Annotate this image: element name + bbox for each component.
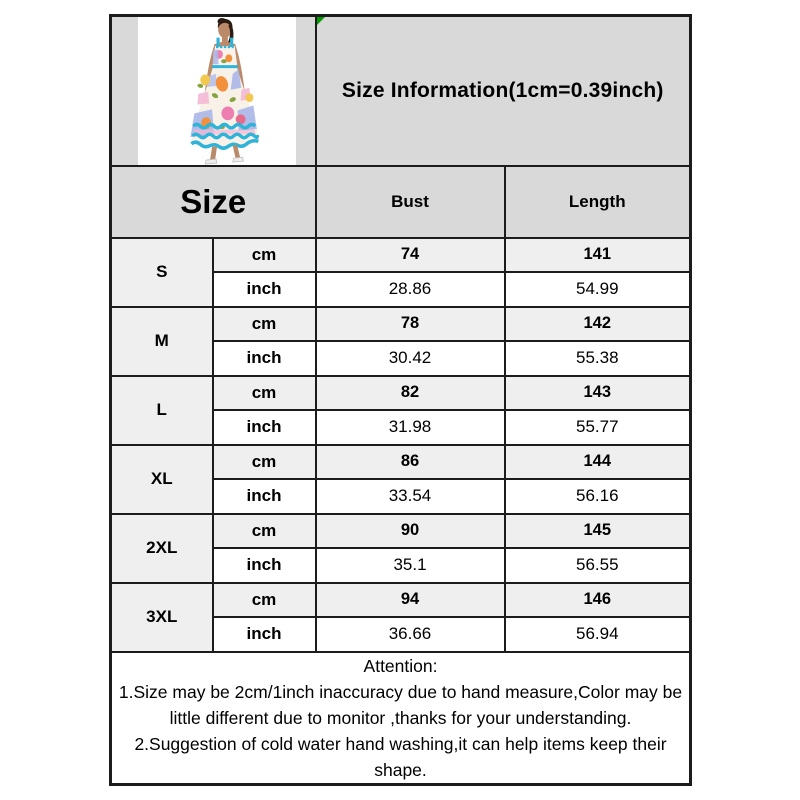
unit-label-cm: cm: [213, 307, 316, 342]
unit-label-inch: inch: [213, 617, 316, 652]
bust-inch-value: 36.66: [316, 617, 505, 652]
unit-label-inch: inch: [213, 548, 316, 583]
size-label-2xl: 2XL: [111, 514, 213, 583]
bust-column-header: Bust: [316, 166, 505, 238]
size-information-title-cell: [316, 16, 691, 166]
size-chart-table: [109, 14, 692, 786]
size-label-l: L: [111, 376, 213, 445]
attention-section: [111, 652, 691, 785]
attention-note-1: 1.Size may be 2cm/1inch inaccuracy due to hand measure,Color may be little different due to monitor ,thanks for your understanding.: [118, 681, 683, 728]
unit-label-cm: cm: [213, 238, 316, 273]
bust-cm-value: 82: [316, 376, 505, 411]
bust-inch-value: 33.54: [316, 479, 505, 514]
unit-label-cm: cm: [213, 376, 316, 411]
length-inch-value: 55.38: [505, 341, 691, 376]
product-photo: [138, 17, 296, 165]
size-label-xl: XL: [111, 445, 213, 514]
length-cm-value: 144: [505, 445, 691, 480]
excel-note-triangle-icon: [317, 17, 325, 25]
length-inch-value: 54.99: [505, 272, 691, 307]
unit-label-inch: inch: [213, 341, 316, 376]
unit-label-inch: inch: [213, 479, 316, 514]
unit-label-inch: inch: [213, 410, 316, 445]
bust-inch-value: 31.98: [316, 410, 505, 445]
size-label-s: S: [111, 238, 213, 307]
unit-label-cm: cm: [213, 445, 316, 480]
attention-note-2: 2.Suggestion of cold water hand washing,it can help items keep their shape.: [134, 733, 667, 780]
bust-cm-value: 78: [316, 307, 505, 342]
size-information-title: Size Information(1cm=0.39inch): [341, 78, 664, 102]
length-cm-value: 146: [505, 583, 691, 618]
product-image-cell: [111, 16, 316, 166]
unit-label-cm: cm: [213, 514, 316, 549]
size-label-m: M: [111, 307, 213, 376]
bust-cm-value: 74: [316, 238, 505, 273]
length-inch-value: 55.77: [505, 410, 691, 445]
attention-heading: Attention:: [363, 655, 438, 676]
length-inch-value: 56.94: [505, 617, 691, 652]
bust-cm-value: 90: [316, 514, 505, 549]
length-column-header: Length: [505, 166, 691, 238]
bust-inch-value: 35.1: [316, 548, 505, 583]
bust-cm-value: 86: [316, 445, 505, 480]
floral-dress-model-illustration: [138, 17, 296, 165]
bust-inch-value: 28.86: [316, 272, 505, 307]
length-inch-value: 56.16: [505, 479, 691, 514]
size-column-header: Size: [111, 166, 316, 238]
size-label-3xl: 3XL: [111, 583, 213, 652]
length-inch-value: 56.55: [505, 548, 691, 583]
length-cm-value: 145: [505, 514, 691, 549]
length-cm-value: 142: [505, 307, 691, 342]
unit-label-inch: inch: [213, 272, 316, 307]
bust-inch-value: 30.42: [316, 341, 505, 376]
unit-label-cm: cm: [213, 583, 316, 618]
length-cm-value: 143: [505, 376, 691, 411]
bust-cm-value: 94: [316, 583, 505, 618]
length-cm-value: 141: [505, 238, 691, 273]
